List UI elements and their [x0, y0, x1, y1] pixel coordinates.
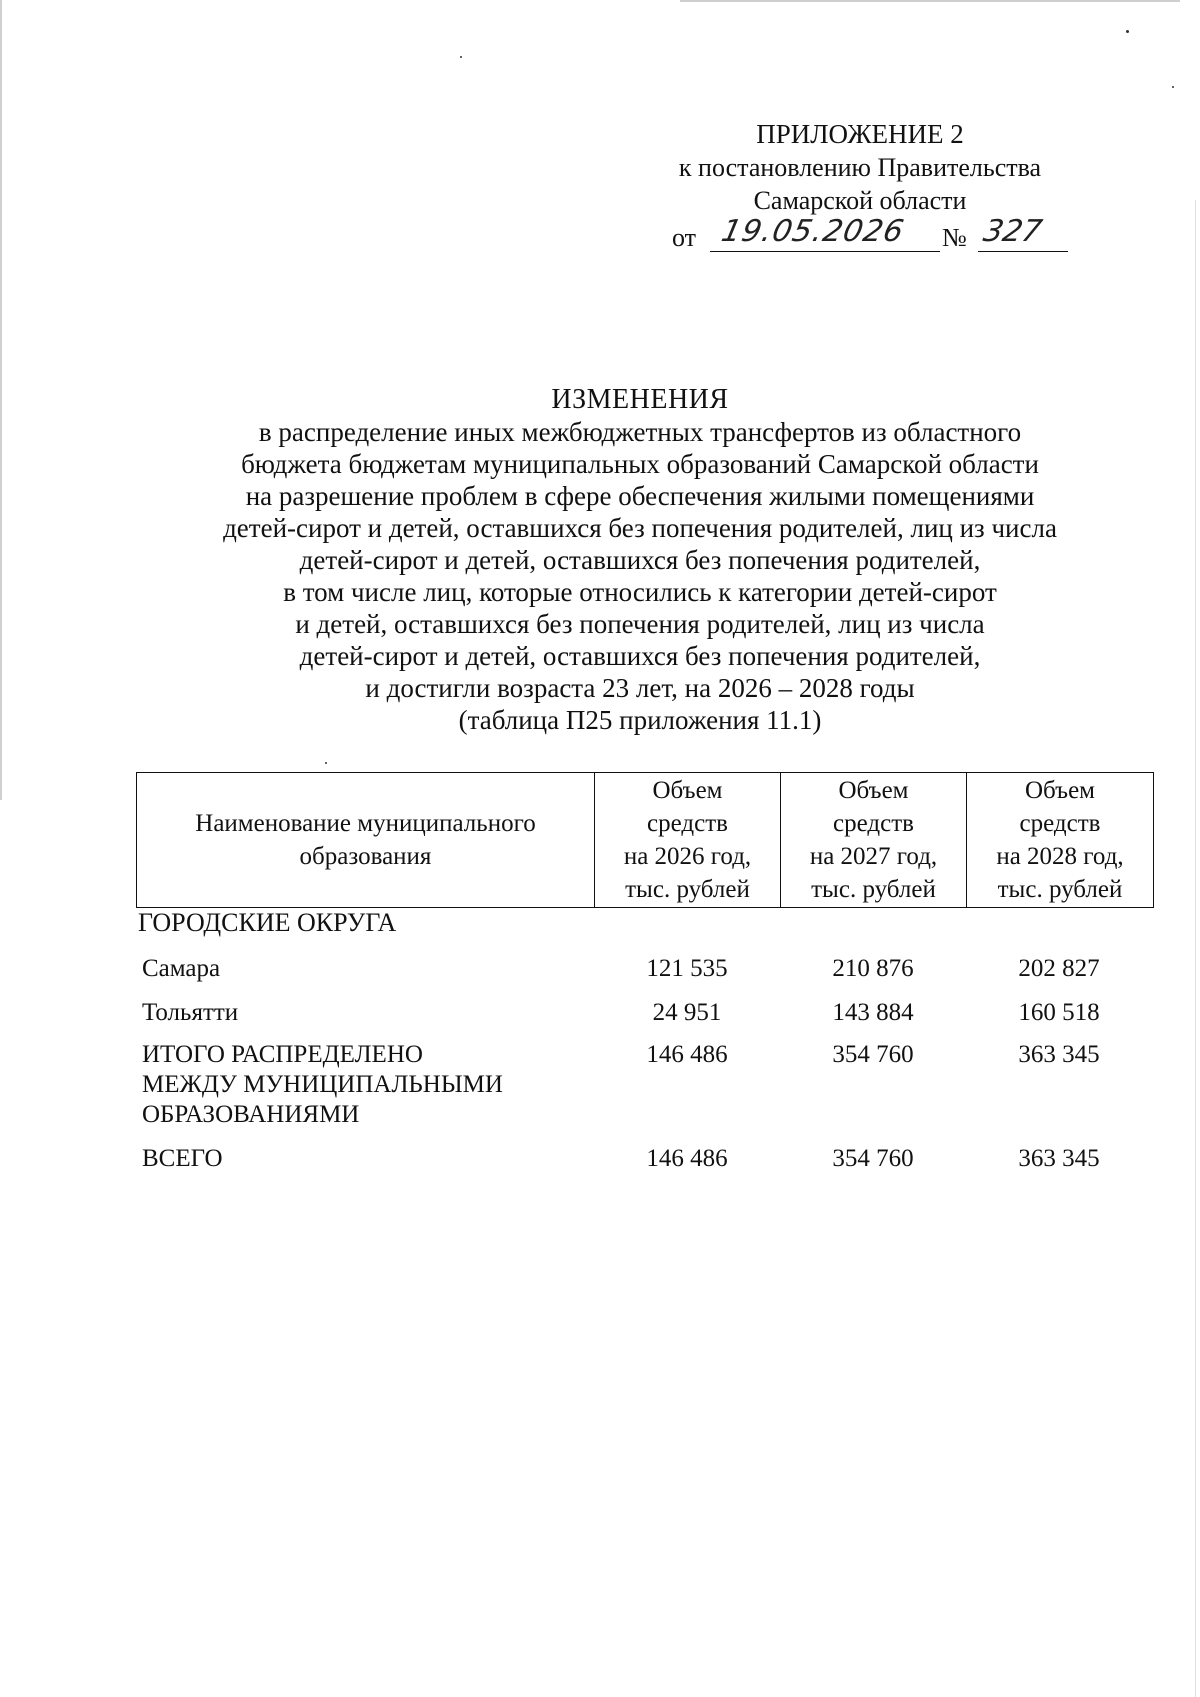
row-name: Самара [142, 955, 221, 982]
document-title [150, 384, 1130, 736]
table-row [136, 1040, 1154, 1144]
section-label: ГОРОДСКИЕ ОКРУГА [138, 908, 397, 937]
scan-edge-top [680, 0, 1180, 2]
appendix-line2: Самарской области [753, 186, 967, 215]
title-line: и детей, оставшихся без попечения родителей, лиц из числа [295, 609, 985, 639]
scan-speck [1126, 30, 1129, 33]
appendix-title: ПРИЛОЖЕНИЕ 2 [756, 119, 964, 149]
header-municipality [137, 773, 595, 907]
table-body [136, 908, 1154, 1188]
row-value-2026: 24 951 [652, 999, 722, 1026]
title-line: в распределение иных межбюджетных трансфертов из областного [258, 417, 1022, 447]
title-line: бюджета бюджетам муниципальных образований Самарской области [241, 449, 1039, 479]
appendix-line1: к постановлению Правительства [678, 153, 1042, 182]
number-field [978, 214, 1068, 252]
header-2027-text: Объем средств на 2027 год, тыс. рублей [809, 777, 938, 903]
scan-edge-left [0, 0, 2, 800]
title-line: и достигли возраста 23 лет, на 2026 – 2028 годы [365, 673, 915, 703]
row-name: Тольятти [142, 999, 239, 1026]
row-value-2028: 160 518 [1018, 999, 1100, 1026]
decree-reference [640, 214, 1080, 257]
title-line: на разрешение проблем в сфере обеспечения жилыми помещениями [245, 481, 1035, 511]
header-2028 [967, 773, 1153, 907]
row-value-2026: 121 535 [646, 955, 728, 982]
row-value-2027: 210 876 [832, 955, 914, 982]
header-2026 [595, 773, 781, 907]
appendix-block [640, 118, 1080, 257]
row-value-2027: 143 884 [832, 999, 914, 1026]
title-line: детей-сирот и детей, оставшихся без попечения родителей, лиц из числа [223, 513, 1057, 543]
row-value-2027: 354 760 [832, 1041, 914, 1068]
header-2028-text: Объем средств на 2028 год, тыс. рублей [996, 777, 1124, 903]
table-row [136, 952, 1154, 998]
title-line: детей-сирот и детей, оставшихся без попечения родителей, [299, 545, 981, 575]
title-line: (таблица П25 приложения 11.1) [458, 705, 822, 735]
document-heading: ИЗМЕНЕНИЯ [551, 384, 729, 415]
row-value-2028: 363 345 [1018, 1145, 1100, 1172]
number-label: № [942, 223, 967, 252]
row-value-2027: 354 760 [832, 1145, 914, 1172]
handwritten-date: 19.05.2026 [718, 214, 908, 249]
scan-speck [460, 56, 462, 58]
from-label: от [672, 223, 697, 252]
row-value-2028: 202 827 [1018, 955, 1100, 982]
handwritten-number: 327 [980, 214, 1045, 249]
header-municipality-text: Наименование муниципального образования [195, 810, 536, 870]
title-line: в том числе лиц, которые относились к категории детей-сирот [283, 577, 997, 607]
table-row [136, 998, 1154, 1040]
row-value-2026: 146 486 [646, 1145, 728, 1172]
row-value-2026: 146 486 [646, 1041, 728, 1068]
header-2026-text: Объем средств на 2026 год, тыс. рублей [623, 777, 752, 903]
date-field [710, 214, 940, 252]
scan-speck [325, 762, 327, 764]
scan-edge-right [1195, 200, 1196, 1697]
header-2027 [781, 773, 967, 907]
row-name: ИТОГО РАСПРЕДЕЛЕНО МЕЖДУ МУНИЦИПАЛЬНЫМИ ОБРАЗОВАНИЯМИ [142, 1041, 503, 1128]
title-line: детей-сирот и детей, оставшихся без попечения родителей, [299, 641, 981, 671]
row-value-2028: 363 345 [1018, 1041, 1100, 1068]
table-header [136, 772, 1154, 908]
scan-speck [1172, 86, 1174, 88]
section-row [136, 908, 1154, 952]
table-row [136, 1144, 1154, 1188]
row-name: ВСЕГО [142, 1145, 223, 1172]
